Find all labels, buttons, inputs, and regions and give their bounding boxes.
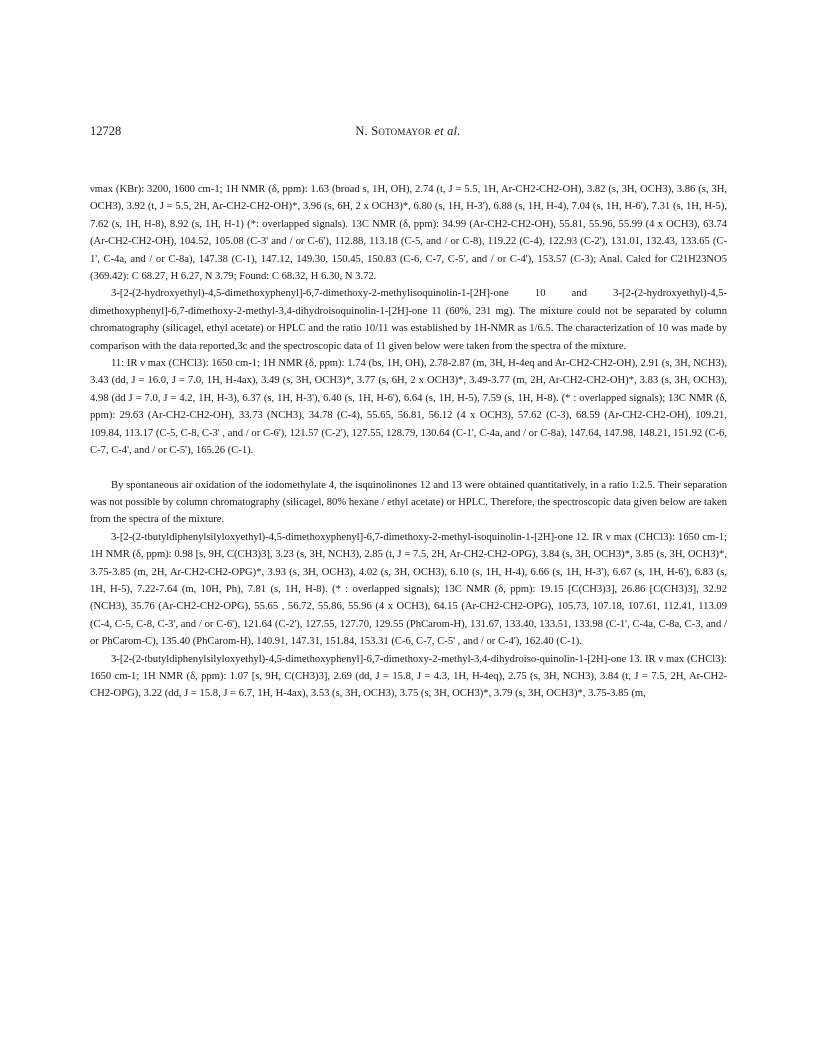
paragraph-compounds-10-11 [90,285,727,355]
paragraph-text: νmax (KBr): 3200, 1600 cm-1; 1H NMR (δ, ppm): 1.63 (broad s, 1H, OH), 2.74 (t, J = 5.5, 1H, Ar-CH2-CH2-OH), 3.82 (s, 3H, OCH3), 3.86 (s, 3H, OCH3), 3.92 (t, J = 5.5, 2H, Ar-CH2-CH2-OH)*, 3.96 (s, 6H, 2 x OCH3)*, 6.80 (s, 1H, H-3'), 6.88 (s, 1H, H-4), 7.04 (s, 1H, H-6'), 7.31 (s, 1H, H-5), 7.62 (s, 1H, H-8), 8.92 (s, 1H, H-1) (*: overlapped signals). 13C NMR (δ, ppm): 34.99 (Ar-CH2-CH2-OH), 55.81, 55.96, 55.99 (4 x OCH3), 63.74 (Ar-CH2-CH2-OH), 104.52, 105.08 (C-3' and / or C-6'), 112.88, 113.18 (C-5, and / or C-8), 119.22 (C-4), 122.93 (C-2'), 131.01, 132.43, 133.65 (C-1', C-4a, and / or C-8a), 147.38 (C-1), 147.12, 149.30, 150.45, 150.83 (C-6, C-7, C-5', and / or C-4'), 153.57 (C-3); Anal. Calcd for C21H23NO5 (369.42): C 68.27, H 6.27, N 3.79; Found: C 68.32, H 6.30, N 3.72. [90,184,727,283]
paragraph-text: By spontaneous air oxidation of the iodomethylate 4, the isquinolinones 12 and 13 were obtained quantitatively, in a ratio 1:2.5. Their separation was not possible by column chromatography (silicagel, 80% hexane / ethyl acetate) or HPLC. Therefore, the spectroscopic data given below are taken from the spectra of the mixture. [90,479,727,526]
running-head-etal: et al. [434,124,461,138]
paragraph-text: 11: IR ν max (CHCl3): 1650 cm-1; 1H NMR (δ, ppm): 1.74 (bs, 1H, OH), 2.78-2.87 (m, 3H, H-4eq and Ar-CH2-CH2-OH), 2.91 (s, 3H, NCH3), 3.43 (dd, J = 16.0, J = 7.0, 1H, H-4ax), 3.49 (s, 3H, OCH3)*, 3.77 (s, 6H, 2 x OCH3)*, 3.49-3.77 (m, 2H, Ar-CH2-CH2-OH)*, 3.83 (s, 3H, OCH3), 4.98 (dd J = 7.0, J = 4.2, 1H, H-3), 6.37 (s, 1H, H-3'), 6.40 (s, 1H, H-6'), 6.64 (s, 1H, H-5), 7.59 (s, 1H, H-8). (* : overlapped signals); 13C NMR (δ, ppm): 29.63 (Ar-CH2-CH2-OH), 33.73 (NCH3), 34.78 (C-4), 55.65, 56.81, 56.12 (4 x OCH3), 57.62 (C-3), 68.59 (Ar-CH2-CH2-OH), 109.21, 109.84, 113.17 (C-5, C-8, C-3' , and / or C-6'), 121.57 (C-2'), 127.55, 128.79, 130.64 (C-1', C-4a, and / or C-8a), 147.64, 147.98, 148.21, 151.92 (C-6, C-7, C-4', and / or C-5'), 165.26 (C-1). [90,358,727,457]
paragraph-text: 3-[2-(2-tbutyldiphenylsilyloxyethyl)-4,5-dimethoxyphenyl]-6,7-dimethoxy-2-methyl-3,4-dihydroiso-quinolin-1-[2H]-one 13. IR ν max (CHCl3): 1650 cm-1; 1H NMR (δ, ppm): 1.07 [s, 9H, C(CH3)3], 2.69 (dd, J = 15.8, J = 4.3, 1H, H-4eq), 2.75 (s, 3H, NCH3), 3.84 (t, J = 7.5, 2H, Ar-CH2-CH2-OPG), 3.22 (dd, J = 15.8, J = 6.7, 1H, H-4ax), 3.53 (s, 3H, OCH3), 3.75 (s, 3H, OCH3)*, 3.79 (s, 3H, OCH3)*, 3.75-3.85 (m, [90,653,727,700]
running-head-author: N. Sotomayor [355,124,432,138]
paragraph-text: 3-[2-(2-hydroxyethyl)-4,5-dimethoxyphenyl]-6,7-dimethoxy-2-methylisoquinolin-1-[2H]-one 10 and 3-[2-(2-hydroxyethyl)-4,5-dimethoxyphenyl]-6,7-dimethoxy-2-methyl-3,4-dihydroisoquinolin-1-[2H]-one 11 (60%, 231 mg). The mixture could not be separated by column chromatography (silicagel, ethyl acetate) or HPLC and the ratio 10/11 was established by 1H-NMR as 1/6.5. The characterization of 10 was made by comparison with the data reported,3c and the spectroscopic data of 11 given below were taken from the spectra of the mixture. [90,288,727,352]
body-text [90,181,727,703]
paragraph-compound-13 [90,651,727,703]
paragraph-air-oxidation [90,477,727,529]
running-head [90,124,726,139]
paragraph-spectral-data-9 [90,181,727,285]
paragraph-gap [90,460,727,477]
page-header [90,124,726,144]
paragraph-compound-11-data [90,355,727,459]
paragraph-compound-12 [90,529,727,651]
page-number: 12728 [90,124,122,138]
paragraph-text: 3-[2-(2-tbutyldiphenylsilyloxyethyl)-4,5-dimethoxyphenyl]-6,7-dimethoxy-2-methyl-isoquinolin-1-[2H]-one 12. IR ν max (CHCl3): 1650 cm-1; 1H NMR (δ, ppm): 0.98 [s, 9H, C(CH3)3], 3.23 (s, 3H, NCH3), 2.85 (t, J = 7.5, 2H, Ar-CH2-CH2-OPG), 3.84 (s, 3H, OCH3)*, 3.85 (s, 3H, OCH3)*, 3.75-3.85 (m, 2H, Ar-CH2-CH2-OPG)*, 3.93 (s, 3H, OCH3), 4.02 (s, 3H, OCH3), 6.10 (s, 1H, H-4), 6.66 (s, 1H, H-3'), 6.67 (s, 1H, H-6'), 6.83 (s, 1H, H-5), 7.22-7.64 (m, 10H, Ph), 7.81 (s, 1H, H-8). (* : overlapped signals); 13C NMR (δ, ppm): 19.15 [C(CH3)3], 26.86 [C(CH3)3], 32.92 (NCH3), 35.76 (Ar-CH2-CH2-OPG), 55.65 , 56.72, 55.86, 55.96 (4 x OCH3), 64.15 (Ar-CH2-CH2-OPG), 105.73, 107.18, 107.61, 112.41, 113.09 (C-4, C-5, C-8, C-3', and / or C-6'), 121.64 (C-2'), 127.55, 127.70, 129.55 (PhCarom-H), 131.67, 133.40, 133.51, 133.98 (C-1', C-4a, C-8a, C-3, and / or PhCarom-C), 135.40 (PhCarom-H), 140.91, 147.31, 151.84, 153.31 (C-6, C-7, C-5' , and / or C-4'), 162.40 (C-1). [90,531,727,648]
